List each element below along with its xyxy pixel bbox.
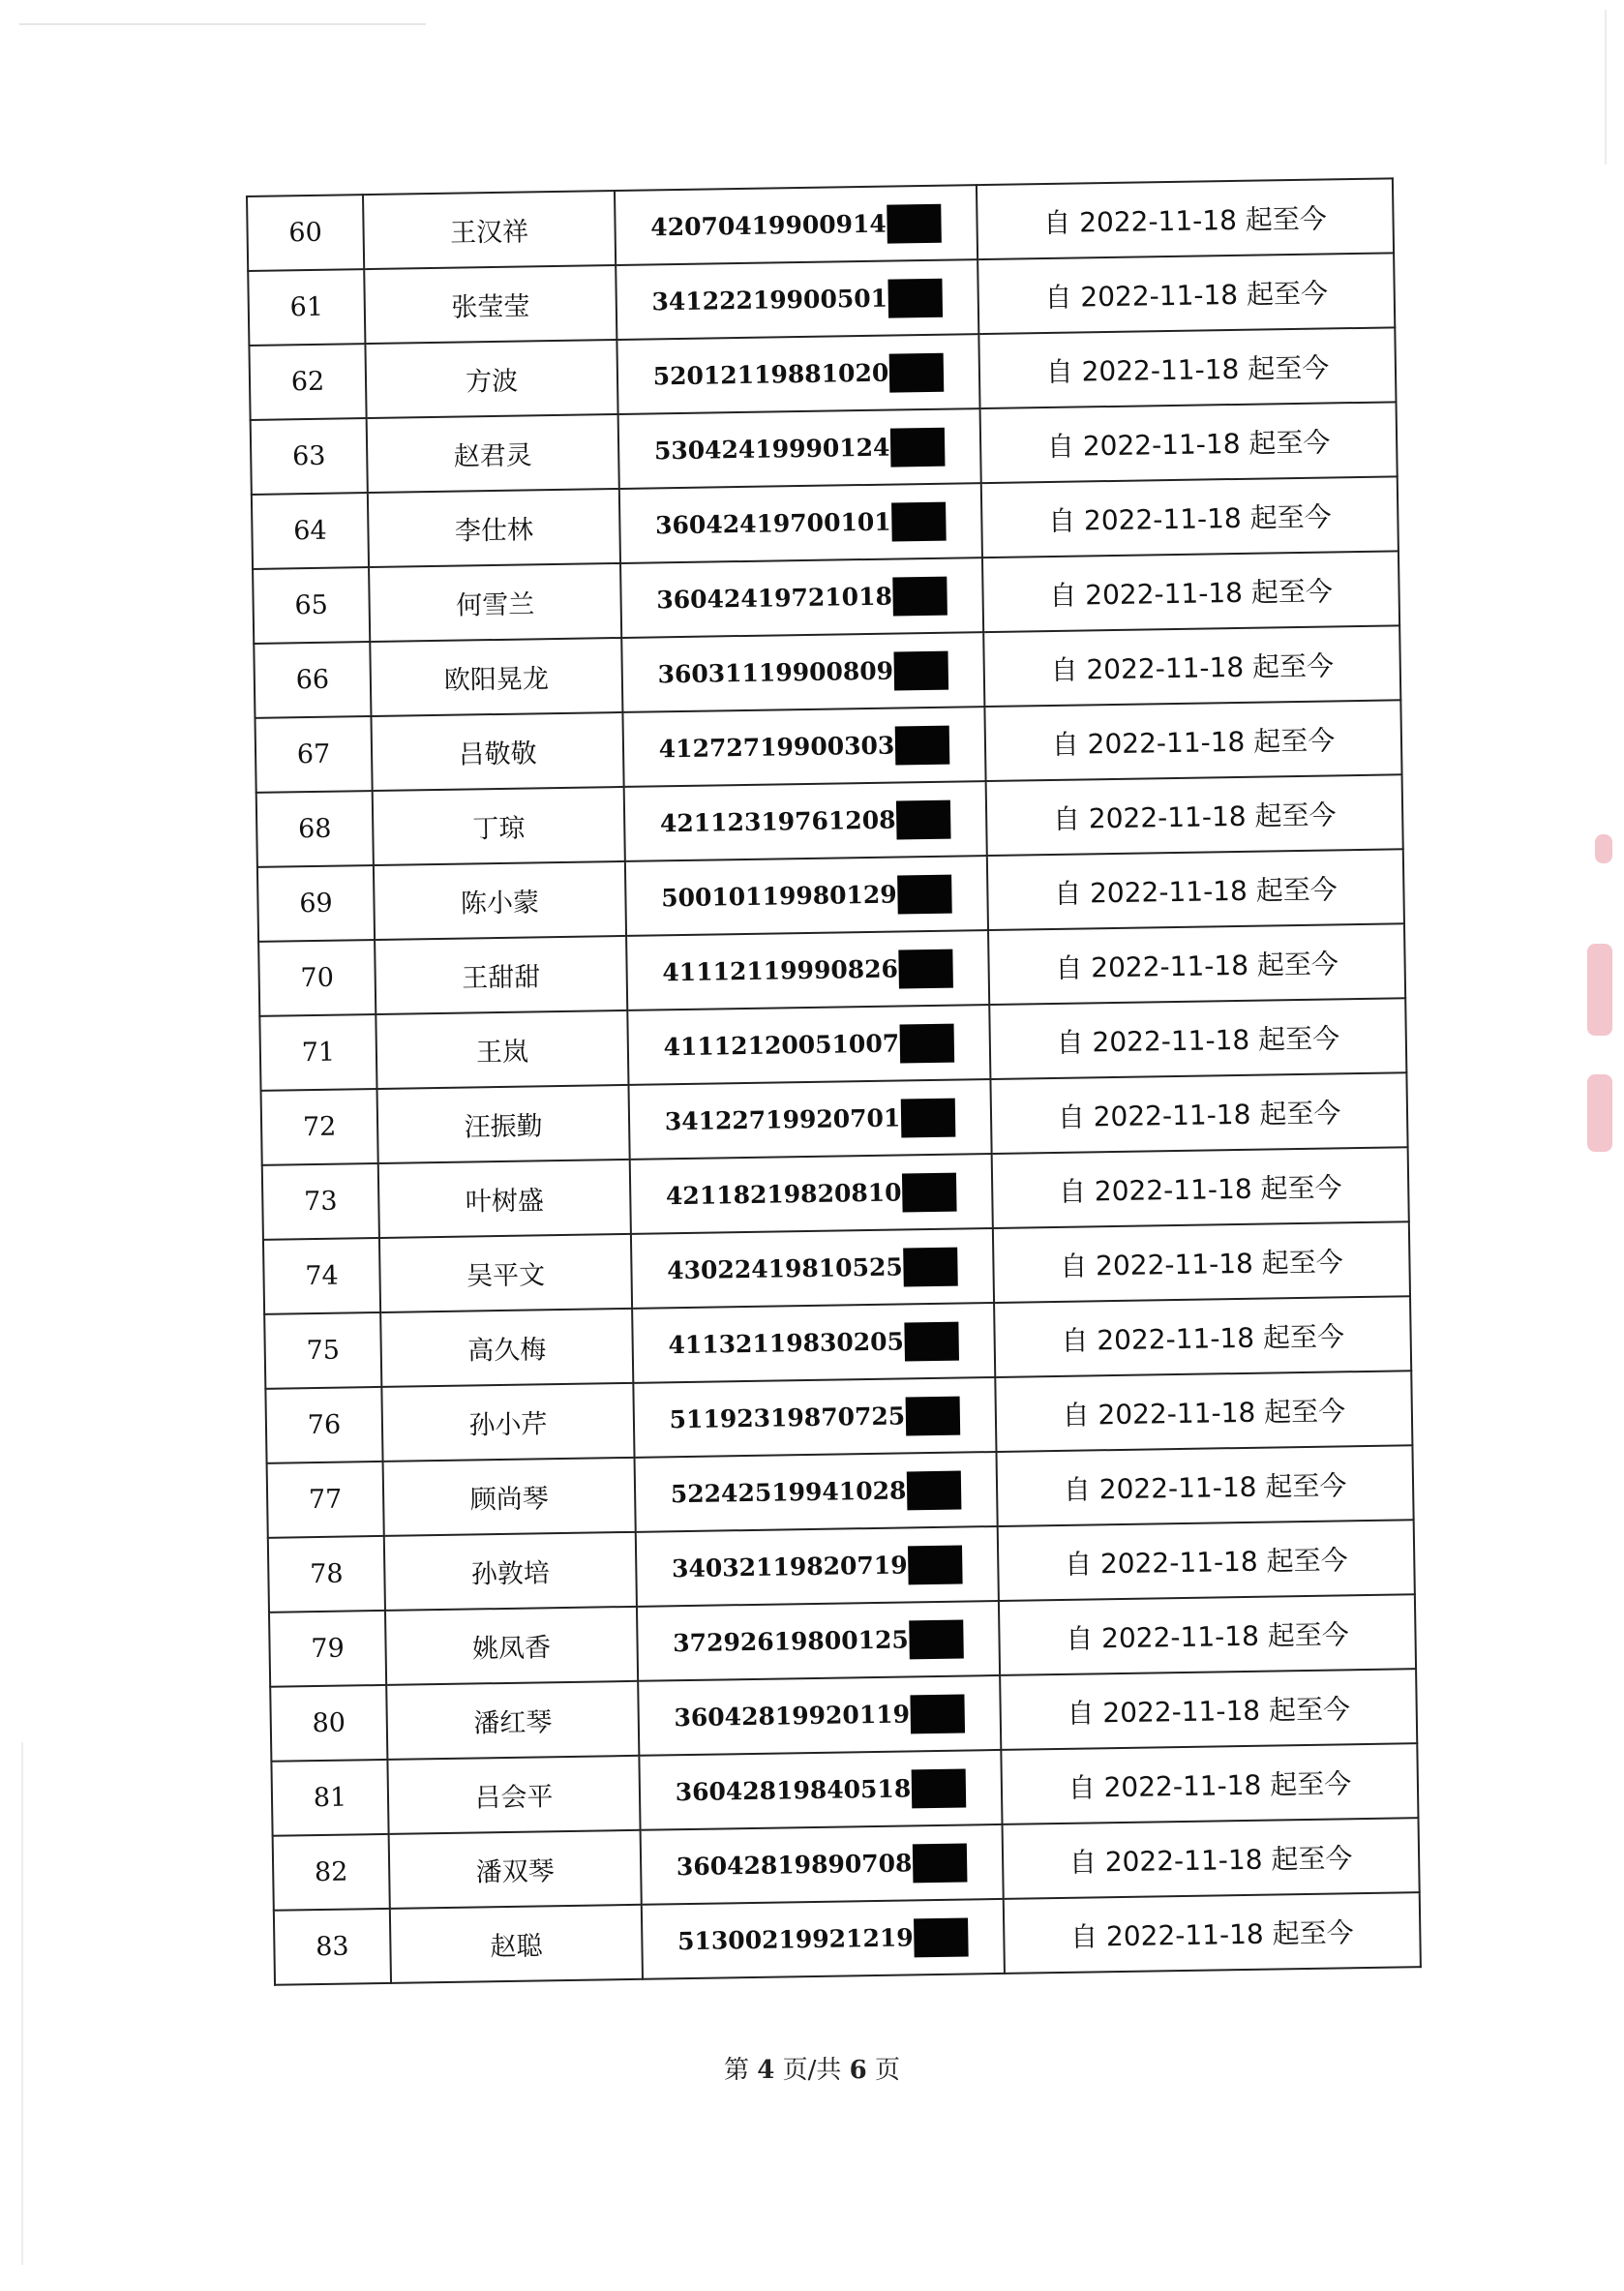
- row-number: 75: [264, 1312, 381, 1389]
- id-number-visible-digits: 36042419700101: [654, 507, 891, 540]
- redaction-block: [893, 576, 948, 616]
- id-number-visible-digits: 37292619800125: [673, 1625, 910, 1658]
- person-name: 吴平文: [379, 1234, 632, 1312]
- period-cell: 自 2022-11-18 起至今: [994, 1296, 1411, 1377]
- person-name: 何雪兰: [369, 563, 621, 642]
- redaction-block: [899, 949, 954, 988]
- roster-table-body: [247, 178, 1421, 1984]
- redaction-block: [912, 1768, 967, 1808]
- redaction-block: [908, 1545, 963, 1584]
- id-number-visible-digits: 53042419990124: [653, 433, 890, 466]
- id-number-visible-digits: 34122219900501: [651, 284, 888, 317]
- period-cell: 自 2022-11-18 起至今: [999, 1594, 1416, 1675]
- id-number-visible-digits: 36042819840518: [675, 1774, 912, 1807]
- row-number: 76: [265, 1387, 382, 1463]
- redaction-block: [889, 352, 945, 392]
- roster-table: [246, 177, 1422, 1985]
- id-number-visible-digits: 52012119881020: [652, 358, 889, 391]
- redaction-block: [905, 1321, 960, 1361]
- row-number: 83: [274, 1909, 391, 1985]
- id-number-cell: [626, 930, 989, 1010]
- period-cell: 自 2022-11-18 起至今: [989, 998, 1406, 1079]
- person-name: 王汉祥: [363, 191, 616, 269]
- id-number-cell: [642, 1899, 1005, 1979]
- period-cell: 自 2022-11-18 起至今: [981, 476, 1398, 558]
- person-name: 顾尚琴: [383, 1458, 636, 1536]
- redaction-block: [888, 278, 944, 317]
- id-number-visible-digits: 36042419721018: [656, 582, 893, 615]
- id-number-cell: [618, 408, 981, 489]
- redaction-block: [887, 203, 942, 243]
- document-scan: [246, 178, 1412, 1986]
- row-number: 60: [247, 195, 364, 271]
- id-number-cell: [621, 632, 984, 712]
- id-number-visible-digits: 43022419810525: [667, 1252, 903, 1285]
- row-number: 62: [249, 344, 366, 420]
- row-number: 66: [254, 642, 371, 718]
- period-cell: 自 2022-11-18 起至今: [980, 402, 1398, 483]
- footer-suffix: 页: [875, 2056, 901, 2085]
- redaction-block: [906, 1396, 961, 1435]
- id-number-visible-digits: 50010119980129: [660, 880, 897, 913]
- seal-stamp-fragment: [1595, 834, 1612, 863]
- redaction-block: [894, 650, 949, 690]
- id-number-cell: [615, 185, 977, 265]
- period-cell: 自 2022-11-18 起至今: [978, 327, 1396, 408]
- id-number-cell: [636, 1526, 999, 1607]
- person-name: 孙敦培: [384, 1532, 637, 1611]
- period-cell: 自 2022-11-18 起至今: [992, 1147, 1409, 1228]
- seal-stamp-fragment: [1587, 944, 1612, 1036]
- id-number-cell: [641, 1824, 1004, 1905]
- page-footer: [0, 2050, 1624, 2086]
- id-number-visible-digits: 41272719900303: [658, 731, 895, 764]
- row-number: 63: [251, 418, 368, 495]
- row-number: 78: [268, 1536, 385, 1613]
- period-cell: 自 2022-11-18 起至今: [987, 849, 1404, 930]
- person-name: 陈小蒙: [374, 861, 626, 940]
- footer-total-pages: 6: [849, 2056, 867, 2085]
- period-cell: 自 2022-11-18 起至今: [986, 774, 1403, 856]
- id-number-cell: [635, 1452, 998, 1532]
- row-number: 74: [263, 1238, 380, 1314]
- row-number: 81: [271, 1760, 388, 1836]
- period-cell: 自 2022-11-18 起至今: [996, 1445, 1413, 1526]
- id-number-visible-digits: 51300219921219: [677, 1923, 914, 1956]
- row-number: 77: [267, 1462, 384, 1538]
- row-number: 68: [256, 791, 374, 867]
- row-number: 73: [262, 1163, 379, 1240]
- person-name: 欧阳晃龙: [370, 638, 622, 716]
- redaction-block: [914, 1917, 969, 1957]
- person-name: 叶树盛: [378, 1160, 631, 1238]
- row-number: 61: [248, 269, 365, 346]
- id-number-visible-digits: 41132119830205: [668, 1327, 905, 1360]
- row-number: 65: [253, 567, 370, 644]
- seal-stamp-fragment: [1587, 1074, 1612, 1152]
- period-cell: 自 2022-11-18 起至今: [1000, 1669, 1417, 1750]
- id-number-visible-digits: 34122719920701: [664, 1103, 901, 1136]
- redaction-block: [900, 1023, 955, 1063]
- footer-current-page: 4: [757, 2056, 775, 2085]
- scan-edge-left: [21, 1742, 23, 2265]
- id-number-visible-digits: 42070419900914: [650, 209, 887, 242]
- period-cell: 自 2022-11-18 起至今: [993, 1221, 1410, 1303]
- row-number: 64: [252, 493, 369, 569]
- scan-edge-right: [1605, 10, 1607, 165]
- person-name: 张莹莹: [364, 265, 617, 344]
- person-name: 王甜甜: [375, 936, 627, 1014]
- redaction-block: [903, 1247, 958, 1286]
- person-name: 李仕林: [368, 489, 620, 567]
- id-number-cell: [631, 1228, 994, 1309]
- period-cell: 自 2022-11-18 起至今: [983, 625, 1400, 707]
- id-number-cell: [628, 1079, 991, 1160]
- id-number-visible-digits: 52242519941028: [670, 1476, 907, 1509]
- person-name: 丁琼: [373, 787, 625, 865]
- person-name: 潘红琴: [386, 1681, 639, 1760]
- id-number-cell: [616, 259, 978, 340]
- row-number: 69: [257, 865, 375, 942]
- id-number-cell: [637, 1601, 1000, 1681]
- person-name: 孙小芹: [381, 1383, 634, 1462]
- person-name: 吕会平: [387, 1756, 640, 1834]
- redaction-block: [901, 1098, 956, 1137]
- id-number-visible-digits: 51192319870725: [669, 1402, 906, 1434]
- footer-middle: 页/共: [782, 2056, 842, 2085]
- person-name: 赵聪: [390, 1905, 643, 1983]
- id-number-visible-digits: 36042819890708: [676, 1849, 913, 1882]
- id-number-visible-digits: 42118219820810: [665, 1178, 902, 1211]
- redaction-block: [897, 874, 952, 914]
- period-cell: 自 2022-11-18 起至今: [990, 1072, 1407, 1154]
- id-number-visible-digits: 41112119990826: [662, 954, 899, 987]
- redaction-block: [909, 1619, 964, 1659]
- id-number-visible-digits: 36031119900809: [657, 656, 894, 689]
- scan-edge-top: [19, 23, 426, 25]
- period-cell: 自 2022-11-18 起至今: [1004, 1892, 1421, 1974]
- person-name: 姚凤香: [385, 1607, 638, 1685]
- row-number: 72: [261, 1089, 378, 1165]
- redaction-block: [891, 501, 947, 541]
- footer-prefix: 第: [723, 2056, 749, 2085]
- person-name: 方波: [365, 340, 617, 418]
- id-number-visible-digits: 34032119820719: [671, 1551, 908, 1583]
- row-number: 82: [273, 1834, 390, 1911]
- period-cell: 自 2022-11-18 起至今: [982, 551, 1399, 632]
- id-number-cell: [624, 781, 987, 861]
- id-number-cell: [625, 856, 988, 936]
- person-name: 潘双琴: [389, 1830, 642, 1909]
- id-number-cell: [619, 483, 982, 563]
- redaction-block: [895, 725, 950, 765]
- id-number-cell: [638, 1675, 1001, 1756]
- period-cell: 自 2022-11-18 起至今: [984, 700, 1401, 781]
- period-cell: 自 2022-11-18 起至今: [995, 1371, 1412, 1452]
- id-number-cell: [639, 1750, 1002, 1830]
- redaction-block: [902, 1172, 957, 1212]
- redaction-block: [911, 1694, 966, 1733]
- row-number: 71: [259, 1014, 376, 1091]
- id-number-cell: [633, 1377, 996, 1458]
- period-cell: 自 2022-11-18 起至今: [1003, 1818, 1420, 1899]
- id-number-cell: [620, 558, 983, 638]
- person-name: 赵君灵: [367, 414, 619, 493]
- redaction-block: [890, 427, 946, 467]
- row-number: 79: [269, 1611, 386, 1687]
- person-name: 汪振勤: [377, 1085, 630, 1163]
- id-number-cell: [632, 1303, 995, 1383]
- id-number-cell: [627, 1005, 990, 1085]
- person-name: 吕敬敬: [371, 712, 623, 791]
- row-number: 80: [270, 1685, 387, 1762]
- person-name: 高久梅: [380, 1309, 633, 1387]
- period-cell: 自 2022-11-18 起至今: [988, 923, 1405, 1005]
- period-cell: 自 2022-11-18 起至今: [1001, 1743, 1418, 1824]
- id-number-visible-digits: 36042819920119: [674, 1700, 911, 1733]
- id-number-cell: [617, 334, 979, 414]
- row-number: 67: [255, 716, 372, 793]
- id-number-visible-digits: 42112319761208: [659, 805, 896, 838]
- person-name: 王岚: [376, 1010, 628, 1089]
- redaction-block: [896, 799, 951, 839]
- row-number: 70: [258, 940, 376, 1016]
- id-number-cell: [622, 707, 985, 787]
- period-cell: 自 2022-11-18 起至今: [977, 178, 1394, 259]
- redaction-block: [907, 1470, 962, 1510]
- id-number-visible-digits: 41112120051007: [663, 1029, 900, 1062]
- period-cell: 自 2022-11-18 起至今: [977, 253, 1395, 334]
- redaction-block: [913, 1843, 968, 1883]
- period-cell: 自 2022-11-18 起至今: [998, 1520, 1415, 1601]
- id-number-cell: [630, 1154, 993, 1234]
